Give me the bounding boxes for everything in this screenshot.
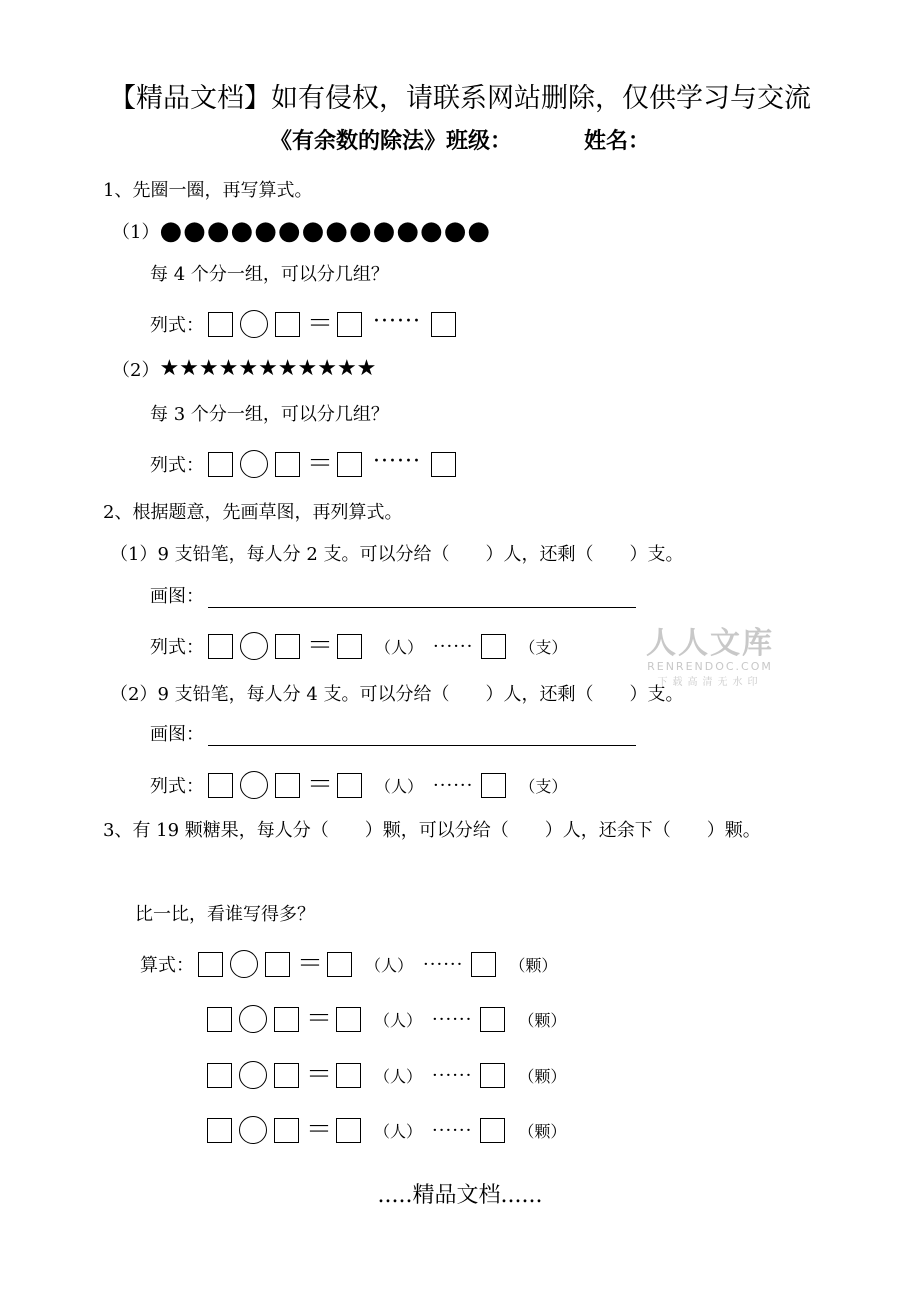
q1-part2-formula xyxy=(150,448,463,480)
q3-formula-3 xyxy=(207,1059,572,1091)
answer-box[interactable] xyxy=(337,773,362,798)
q3-formula-4 xyxy=(207,1114,572,1146)
answer-box[interactable] xyxy=(274,1007,299,1032)
operator-circle[interactable] xyxy=(240,632,268,660)
remainder-dots: ······ xyxy=(433,774,474,796)
equals-sign: ＝ xyxy=(307,631,334,661)
answer-box[interactable] xyxy=(208,634,233,659)
draw-line[interactable] xyxy=(208,727,636,746)
q3-formula-2 xyxy=(207,1003,572,1035)
remainder-box[interactable] xyxy=(481,634,506,659)
operator-circle[interactable] xyxy=(239,1061,267,1089)
remainder-dots: ······ xyxy=(373,308,421,334)
answer-box[interactable] xyxy=(208,773,233,798)
q3-formula-1 xyxy=(140,948,563,980)
q2-part1-draw xyxy=(150,582,636,608)
answer-box[interactable] xyxy=(275,452,300,477)
title-name-label: 姓名： xyxy=(584,128,651,154)
equals-sign: ＝ xyxy=(307,309,334,339)
answer-box[interactable] xyxy=(198,952,223,977)
answer-box[interactable] xyxy=(208,312,233,337)
q2-heading: 2、根据题意，先画草图，再列算式。 xyxy=(103,502,403,523)
equals-sign: ＝ xyxy=(307,770,334,800)
answer-box[interactable] xyxy=(207,1007,232,1032)
answer-box[interactable] xyxy=(275,634,300,659)
q1-part1-question: 每 4 个分一组，可以分几组？ xyxy=(150,264,389,285)
q1-part2-label: （2） xyxy=(112,360,160,381)
operator-circle[interactable] xyxy=(230,950,258,978)
watermark-title: 人人文库 xyxy=(646,626,774,661)
q1-part2-question: 每 3 个分一组，可以分几组？ xyxy=(150,404,389,425)
remainder-dots: ······ xyxy=(432,1064,473,1086)
unit-people: （人） xyxy=(374,1010,423,1030)
draw-line[interactable] xyxy=(208,589,636,608)
answer-box[interactable] xyxy=(207,1063,232,1088)
remainder-box[interactable] xyxy=(480,1007,505,1032)
equals-sign: ＝ xyxy=(307,449,334,479)
answer-box[interactable] xyxy=(208,452,233,477)
q2-part1-text: （1）9 支铅笔，每人分 2 支。可以分给（ ）人，还剩（ ）支。 xyxy=(110,544,684,565)
operator-circle[interactable] xyxy=(239,1005,267,1033)
answer-box[interactable] xyxy=(274,1118,299,1143)
remainder-box[interactable] xyxy=(480,1118,505,1143)
remainder-dots: ······ xyxy=(373,448,421,474)
answer-box[interactable] xyxy=(337,452,362,477)
formula-label: 列式： xyxy=(150,315,204,336)
worksheet-title xyxy=(0,124,920,155)
answer-box[interactable] xyxy=(336,1007,361,1032)
formula-label: 列式： xyxy=(150,776,204,797)
operator-circle[interactable] xyxy=(240,450,268,478)
remainder-box[interactable] xyxy=(431,452,456,477)
answer-box[interactable] xyxy=(327,952,352,977)
remainder-dots: ······ xyxy=(432,1119,473,1141)
remainder-dots: ······ xyxy=(432,1008,473,1030)
q2-part2-formula xyxy=(150,769,573,801)
q1-part1-formula xyxy=(150,308,463,340)
draw-label: 画图： xyxy=(150,724,204,745)
remainder-box[interactable] xyxy=(480,1063,505,1088)
answer-box[interactable] xyxy=(336,1063,361,1088)
formula-label: 算式： xyxy=(140,955,194,976)
unit-candies: （颗） xyxy=(518,1066,567,1086)
q1-part2-row xyxy=(112,356,376,382)
page-header: 【精品文档】如有侵权，请联系网站删除，仅供学习与交流 xyxy=(109,83,811,114)
operator-circle[interactable] xyxy=(240,771,268,799)
equals-sign: ＝ xyxy=(306,1004,333,1034)
q1-heading: 1、先圈一圈，再写算式。 xyxy=(103,180,313,201)
title-class-label: 《有余数的除法》班级： xyxy=(269,128,512,154)
equals-sign: ＝ xyxy=(306,1060,333,1090)
draw-label: 画图： xyxy=(150,586,204,607)
unit-people: （人） xyxy=(374,1066,423,1086)
unit-candies: （颗） xyxy=(509,955,558,975)
watermark-url: RENRENDOC.COM xyxy=(647,660,773,673)
unit-pencils: （支） xyxy=(519,637,568,657)
formula-label: 列式： xyxy=(150,455,204,476)
remainder-dots: ······ xyxy=(433,635,474,657)
operator-circle[interactable] xyxy=(239,1116,267,1144)
unit-people: （人） xyxy=(375,776,424,796)
unit-people: （人） xyxy=(375,637,424,657)
q2-part1-formula xyxy=(150,630,573,662)
q3-heading: 3、有 19 颗糖果，每人分（ ）颗，可以分给（ ）人，还余下（ ）颗。 xyxy=(103,820,761,841)
operator-circle[interactable] xyxy=(240,310,268,338)
answer-box[interactable] xyxy=(336,1118,361,1143)
remainder-dots: ······ xyxy=(423,953,464,975)
page-footer: .....精品文档...... xyxy=(377,1183,543,1208)
q3-compare: 比一比，看谁写得多？ xyxy=(135,904,315,925)
answer-box[interactable] xyxy=(275,312,300,337)
remainder-box[interactable] xyxy=(481,773,506,798)
answer-box[interactable] xyxy=(275,773,300,798)
unit-candies: （颗） xyxy=(518,1121,567,1141)
unit-people: （人） xyxy=(374,1121,423,1141)
unit-pencils: （支） xyxy=(519,776,568,796)
remainder-box[interactable] xyxy=(471,952,496,977)
watermark-slogan: 下载高清无水印 xyxy=(657,677,763,688)
unit-people: （人） xyxy=(365,955,414,975)
q2-part2-text: （2）9 支铅笔，每人分 4 支。可以分给（ ）人，还剩（ ）支。 xyxy=(110,684,684,705)
unit-candies: （颗） xyxy=(518,1010,567,1030)
q1-part1-label: （1） xyxy=(112,222,160,243)
answer-box[interactable] xyxy=(265,952,290,977)
answer-box[interactable] xyxy=(337,312,362,337)
q2-part2-draw xyxy=(150,720,636,746)
q1-dots: ●●●●●●●●●●●●●● xyxy=(159,216,492,246)
renrendoc-watermark xyxy=(645,618,775,688)
q1-stars: ★★★★★★★★★★★ xyxy=(159,356,377,381)
formula-label: 列式： xyxy=(150,637,204,658)
answer-box[interactable] xyxy=(337,634,362,659)
answer-box[interactable] xyxy=(207,1118,232,1143)
equals-sign: ＝ xyxy=(297,949,324,979)
q1-part1-row xyxy=(112,218,491,244)
answer-box[interactable] xyxy=(274,1063,299,1088)
remainder-box[interactable] xyxy=(431,312,456,337)
equals-sign: ＝ xyxy=(306,1115,333,1145)
